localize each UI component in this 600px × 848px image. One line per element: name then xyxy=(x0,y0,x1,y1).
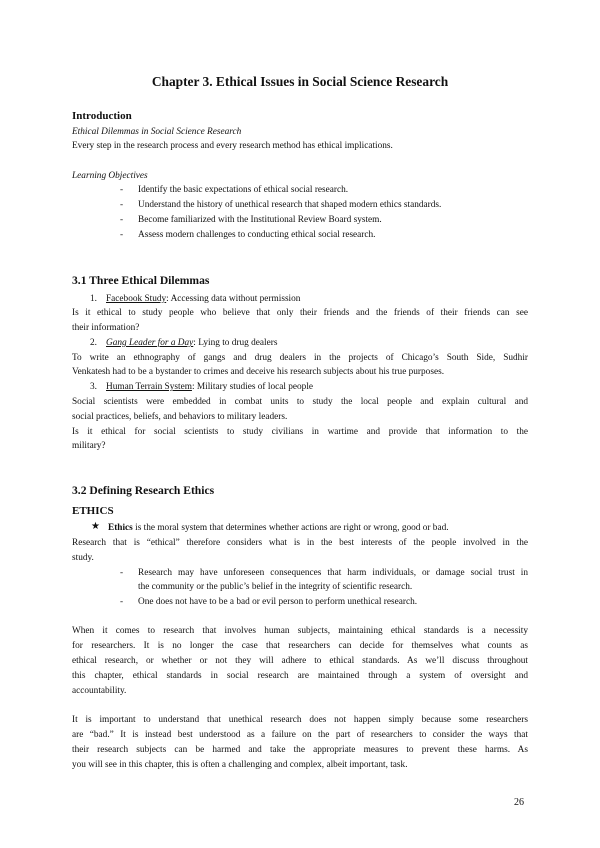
objective-item: Become familiarized with the Institutional Review Board system. xyxy=(138,215,382,225)
dilemma-desc-line: Is it ethical for social scientists to study civilians in wartime and provide that information to the xyxy=(72,427,528,437)
paragraph-line: Research that is “ethical” therefore considers what is in the best interests of the people involved in the xyxy=(72,538,528,548)
dilemma-name: Gang Leader for a Day xyxy=(106,338,194,348)
dilemma-desc-line: Venkatesh had to be a bystander to crimes and deceive his research subjects about his true purposes. xyxy=(72,367,445,377)
paragraph-line: you will see in this chapter, this is often a challenging and complex, albeit important, task. xyxy=(72,760,408,770)
paragraph-line: ethical research, or whether or not they will adhere to ethical standards. As we’ll discuss throughout xyxy=(72,656,528,666)
paragraph-line: study. xyxy=(72,553,94,563)
dilemma-desc-line: Social scientists were embedded in combat units to study the local people and explain cultural and xyxy=(72,397,528,407)
paragraph-line: their research subjects can be harmed and take the appropriate measures to prevent these harms. As xyxy=(72,745,528,755)
paragraph-line: When it comes to research that involves human subjects, maintaining ethical standards is a necessity xyxy=(72,626,528,636)
dilemma-desc-line: To write an ethnography of gangs and drug dealers in the projects of Chicago’s South Side, Sudhir xyxy=(72,353,528,363)
bullet-dash: - xyxy=(120,215,124,225)
section-3-2-heading: 3.2 Defining Research Ethics xyxy=(72,484,215,497)
ethics-definition xyxy=(108,522,449,534)
bullet-line: Research may have unforeseen consequences that harm individuals, or damage social trust in xyxy=(138,568,528,578)
objectives-label: Learning Objectives xyxy=(72,171,148,181)
dilemma-desc-line: military? xyxy=(72,441,106,451)
section-3-1-heading: 3.1 Three Ethical Dilemmas xyxy=(72,274,210,287)
dilemma-title xyxy=(106,293,300,305)
dilemma-desc-line: social practices, beliefs, and behaviors to military leaders. xyxy=(72,412,288,422)
paragraph-line: It is important to understand that unethical research does not happen simply because some researchers xyxy=(72,715,528,725)
paragraph-line: are “bad.” It is instead best understood as a failure on the part of researchers to consider the ways that xyxy=(72,730,528,740)
bullet-dash: - xyxy=(120,200,124,210)
star-icon: ★ xyxy=(91,521,100,532)
paragraph-line: this chapter, ethical standards in social research are maintained through a system of oversight and xyxy=(72,671,528,681)
dilemma-title xyxy=(106,337,277,349)
bullet-dash: - xyxy=(120,597,124,607)
objective-item: Identify the basic expectations of ethical social research. xyxy=(138,185,349,195)
dilemma-desc-line: Is it ethical to study people who believe that only their friends and the friends of their friends can see xyxy=(72,308,528,318)
dilemma-name: Facebook Study xyxy=(106,294,167,304)
dilemma-title xyxy=(106,381,313,393)
intro-text: Every step in the research process and every research method has ethical implications. xyxy=(72,141,393,151)
definition-term: Ethics xyxy=(108,523,133,533)
paragraph-line: for researchers. It is no longer the case that researchers can decide for themselves what counts as xyxy=(72,641,528,651)
bullet-line: One does not have to be a bad or evil person to perform unethical research. xyxy=(138,597,418,607)
item-number: 2. xyxy=(90,338,97,348)
dilemma-desc-line: their information? xyxy=(72,323,140,333)
bullet-dash: - xyxy=(120,230,124,240)
dilemma-subtitle: : Lying to drug dealers xyxy=(193,338,278,348)
dilemma-name: Human Terrain System xyxy=(106,382,192,392)
paragraph-line: accountability. xyxy=(72,686,127,696)
bullet-line: the community or the public’s belief in the integrity of scientific research. xyxy=(138,582,413,592)
dilemma-subtitle: : Accessing data without permission xyxy=(166,294,301,304)
objective-item: Assess modern challenges to conducting ethical social research. xyxy=(138,230,376,240)
page-number: 26 xyxy=(514,797,524,808)
bullet-dash: - xyxy=(120,185,124,195)
definition-text: is the moral system that determines whether actions are right or wrong, good or bad. xyxy=(132,523,449,533)
intro-heading: Introduction xyxy=(72,110,132,122)
chapter-title: Chapter 3. Ethical Issues in Social Science Research xyxy=(151,74,449,89)
intro-subheading: Ethical Dilemmas in Social Science Research xyxy=(72,127,242,137)
ethics-subheading: ETHICS xyxy=(72,505,114,517)
dilemma-subtitle: : Military studies of local people xyxy=(191,382,314,392)
bullet-dash: - xyxy=(120,568,124,578)
objective-item: Understand the history of unethical research that shaped modern ethics standards. xyxy=(138,200,442,210)
item-number: 1. xyxy=(90,294,97,304)
item-number: 3. xyxy=(90,382,97,392)
